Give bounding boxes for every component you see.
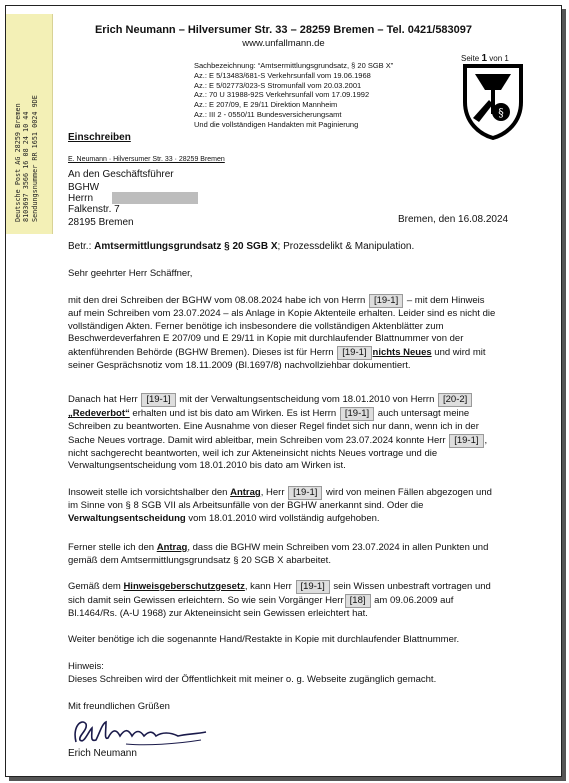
redaction-label: [19-1] xyxy=(288,486,322,500)
paragraph-4: Ferner stelle ich den Antrag, dass die BGHW mein Schreiben vom 23.07.2024 in allen Punkten und gemäß dem Amtsermittlungsgrundsatz § 20 SGB X abarbeitet. xyxy=(68,542,489,566)
salutation: Sehr geehrter Herr Schäffner, xyxy=(68,268,193,279)
sender-return-line: E. Neumann · Hilversumer Str. 33 · 28259 Bremen xyxy=(68,156,225,163)
recipient-line: 28195 Bremen xyxy=(68,217,134,228)
redaction-label: [19-1] xyxy=(296,580,330,594)
note-text: Dieses Schreiben wird der Öffentlichkeit mit meiner o. g. Webseite zugänglich gemacht. xyxy=(68,674,437,685)
svg-text:§: § xyxy=(498,106,504,119)
redaction-label: [19-1] xyxy=(340,407,374,421)
recipient-line: Herrn xyxy=(68,192,198,205)
redaction-label: [19-1] xyxy=(369,294,403,308)
redaction-label: [19-1] xyxy=(337,346,371,360)
paragraph-3: Insoweit stelle ich vorsichtshalber den Antrag, Herr [19-1] wird von meinen Fällen abgezogen und im Sinne von § 8 SGB VII als Arbeitsunfälle von der BGHW anerkannt sind. Oder die Verwaltungsentscheidung vom 18.01.2010 wird vollständig aufgehoben. xyxy=(68,487,492,524)
closing: Mit freundlichen Grüßen xyxy=(68,701,170,712)
paragraph-1: mit den drei Schreiben der BGHW vom 08.08.2024 habe ich von Herrn [19-1] – mit dem Hinweis auf mein Schreiben vom 23.07.2024 – als Anlage in Kopie Aktenteile erhalten. Leider sind es nicht die vollständigen Akten. Ferner benötige ich insbesondere die vollständigen Aktenblätter zum Beschwerdeverfahren E 207/09 und E 29/11 in Kopie mit durchlaufender Blattnummer von der aktenführenden Behörde (BGHW Bremen). Dieses ist für Herrn [19-1] nichts Neues und wird mit seiner Gesprächsnotiz vom 18.11.2009 (Bl.1697/8) nachvollziehbar dokumentiert. xyxy=(68,295,496,371)
subject-reference-block: Sachbezeichnung: “Amtsermittlungsgrundsatz, § 20 SGB X” Az.: E 5/13483/681-S Verkehrsunfall vom 19.06.1968 Az.: E 5/02773/023-S Stromunfall vom 20.03.2001 Az.: 70 U 31988-92S Verkehrsunfall vom 17.09.1992 Az.: E 207/09, E 29/11 Direktion Mannheim Az.: III 2 - 0550/11 Bundesversicherungsamt Und die vollständigen Handakten mit Paginierung xyxy=(194,61,394,129)
signatory-name: Erich Neumann xyxy=(68,748,137,759)
letter-date: Bremen, den 16.08.2024 xyxy=(398,214,509,225)
paragraph-5: Gemäß dem Hinweisgeberschutzgesetz, kann Herr [19-1] sein Wissen unbestraft vortragen und sich damit sein Gewissen erleichtern. So wie sein Vorgänger Herr [18] am 09.06.2009 auf Bl.1464/Rs. (A-U 1968) zur Akteneinsicht sein Gewissen erleichtert hat. xyxy=(68,581,491,619)
registered-mail-label: Einschreiben xyxy=(68,132,131,143)
paragraph-2: Danach hat Herr [19-1] mit der Verwaltungsentscheidung vom 18.01.2010 von Herrn [20-2] „Redeverbot“ erhalten und ist bis dato am Wirken. Es ist Herrn [19-1] auch untersagt meine Schreiben zu beantworten. Eine Ausnahme von dieser Regel findet sich nur dann, wenn ich in der Sache Neues vortrage. Damit wird ableitbar, mein Schreiben vom 23.07.2024 konnte Herr [19-1] , nicht sachgerecht beantworten, weil ich zur Akteneinsicht nichts Neues vortrage und die Verwaltungsentscheidung vom 18.01.2010 bis dato am Wirken ist. xyxy=(68,394,488,471)
redaction-label: [18] xyxy=(345,594,371,608)
redaction-label: [20-2] xyxy=(438,393,472,407)
letter-page xyxy=(5,5,562,777)
note-heading: Hinweis: xyxy=(68,661,104,672)
postal-stamp-text: Deutsche Post AG 28259 Bremen 8103697 3566 16 08 24 10 44 Sendungsnummer RR 1651 0024 9DE xyxy=(14,95,39,222)
page-indicator: Seite 1 von 1 xyxy=(461,53,509,64)
paragraph-6: Weiter benötige ich die sogenannte Hand/Restakte in Kopie mit durchlaufender Blattnummer. xyxy=(68,634,460,645)
recipient-line: Falkenstr. 7 xyxy=(68,204,120,215)
redaction-label: [19-1] xyxy=(449,434,483,448)
letterhead-website: www.unfallmann.de xyxy=(242,38,325,49)
recipient-line: An den Geschäftsführer xyxy=(68,169,174,180)
recipient-line: BGHW xyxy=(68,182,100,193)
coat-of-arms-seal-icon xyxy=(461,64,525,140)
redaction-box xyxy=(112,192,198,204)
letterhead-title: Erich Neumann – Hilversumer Str. 33 – 28259 Bremen – Tel. 0421/583097 xyxy=(94,24,473,36)
redaction-label: [19-1] xyxy=(141,393,175,407)
subject-line: Betr.: Amtsermittlungsgrundsatz § 20 SGB X; Prozessdelikt & Manipulation. xyxy=(68,241,415,252)
handwritten-signature-icon xyxy=(66,714,216,750)
